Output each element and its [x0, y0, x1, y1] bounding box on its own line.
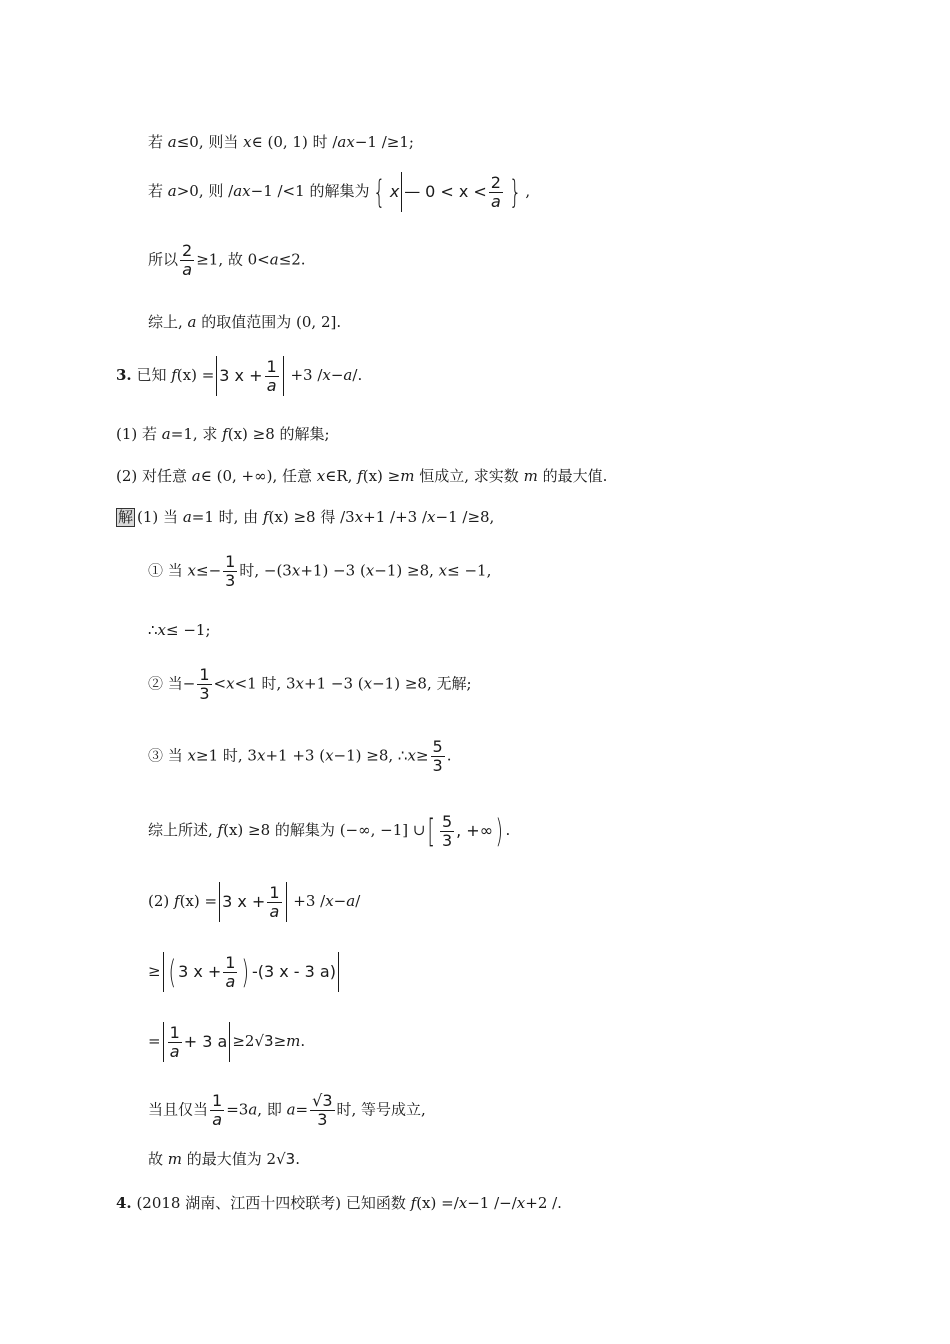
fraction: $\frac{1}{a}$ [212, 1091, 223, 1129]
abs-bar [219, 882, 220, 922]
fraction: $\frac{2}{a}$ [182, 241, 193, 279]
fraction: $\frac{1}{a}$ [225, 952, 236, 991]
case-2: ② 当− $\frac{1}{3}$ <x<1 时, 3x+1 −3 (x−1) ≥8, 无解; [148, 665, 472, 703]
fraction: $\frac{1}{a}$ [266, 356, 277, 395]
final-answer: 故 m 的最大值为 2√3. [148, 1150, 300, 1168]
line-conclusion: 所以 $\frac{2}{a}$ ≥1, 故 0<a≤2. [148, 241, 306, 279]
fraction: $\frac{1}{3}$ [225, 552, 236, 590]
solution-set: 综上所述, f(x) ≥8 的解集为 (−∞, −1] ∪[ $\frac{5}{3}$ , +∞) . [148, 811, 511, 850]
question-4: 4. (2018 湖南、江西十四校联考) 已知函数 f(x) =/x−1 /−/x+2 /. [116, 1194, 562, 1212]
part-2-inequality: ≥ ( 3 x + $\frac{1}{a}$ ) -(3 x - 3 a) [148, 952, 341, 992]
right-paren: ) [241, 953, 250, 991]
fraction: $\frac{5}{3}$ [432, 737, 443, 775]
case-1-result: ∴x≤ −1; [148, 621, 211, 639]
abs-bar [283, 356, 284, 396]
sqrt-3: √3 [276, 1150, 296, 1168]
abs-bar [229, 1022, 230, 1062]
right-paren: ) [495, 812, 504, 850]
case-3: ③ 当 x≥1 时, 3x+1 +3 (x−1) ≥8, ∴x≥ $\frac{5}{3}$ . [148, 737, 452, 775]
abs-bar [163, 1022, 164, 1062]
fraction: $\frac{2}{a}$ [490, 172, 501, 211]
abs-bar [163, 952, 164, 992]
solution-tag: 解 [118, 508, 134, 526]
left-brace: { [373, 173, 386, 211]
fraction: $\frac{1}{a}$ [269, 882, 280, 921]
line-case-a-positive: 若 a>0, 则 /ax−1 /<1 的解集为 { x — 0 < x < $\frac{2}{a}$ } , [148, 172, 531, 211]
question-3: 3. 已知 f(x) = 3 x + $\frac{1}{a}$ +3 /x−a/. [116, 356, 363, 395]
left-bracket: [ [427, 812, 436, 850]
right-brace: } [509, 173, 522, 211]
abs-bar [338, 952, 339, 992]
equality-condition: 当且仅当 $\frac{1}{a}$ =3a, 即 a= $\frac{√3}{3}$ 时, 等号成立, [148, 1091, 426, 1129]
abs-bar [216, 356, 217, 396]
question-3-part-1: (1) 若 a=1, 求 f(x) ≥8 的解集; [116, 425, 330, 443]
part-2-bound: = $\frac{1}{a}$ + 3 a ≥2√3≥m. [148, 1022, 306, 1061]
fraction: $\frac{√3}{3}$ [312, 1091, 333, 1129]
fraction: $\frac{1}{3}$ [199, 665, 210, 703]
fraction: $\frac{5}{3}$ [441, 811, 453, 850]
part-2-function: (2) f(x) = 3 x + $\frac{1}{a}$ +3 /x−a/ [148, 882, 361, 921]
line-case-a-nonpositive: 若 a≤0, 则当 x∈ (0, 1) 时 /ax−1 /≥1; [148, 133, 414, 151]
set-bar [401, 172, 402, 212]
line-range: 综上, a 的取值范围为 (0, 2]. [148, 313, 342, 331]
solution-part-1: 解 (1) 当 a=1 时, 由 f(x) ≥8 得 /3x+1 /+3 /x−1 /≥8, [118, 508, 495, 526]
left-paren: ( [168, 953, 176, 991]
question-3-part-2: (2) 对任意 a∈ (0, +∞), 任意 x∈R, f(x) ≥m 恒成立, 求实数 m 的最大值. [116, 467, 608, 485]
sqrt-3: √3 [254, 1032, 274, 1050]
case-1: ① 当 x≤− $\frac{1}{3}$ 时, −(3x+1) −3 (x−1) ≥8, x≤ −1, [148, 552, 492, 590]
abs-bar [286, 882, 287, 922]
fraction: $\frac{1}{a}$ [169, 1022, 180, 1061]
